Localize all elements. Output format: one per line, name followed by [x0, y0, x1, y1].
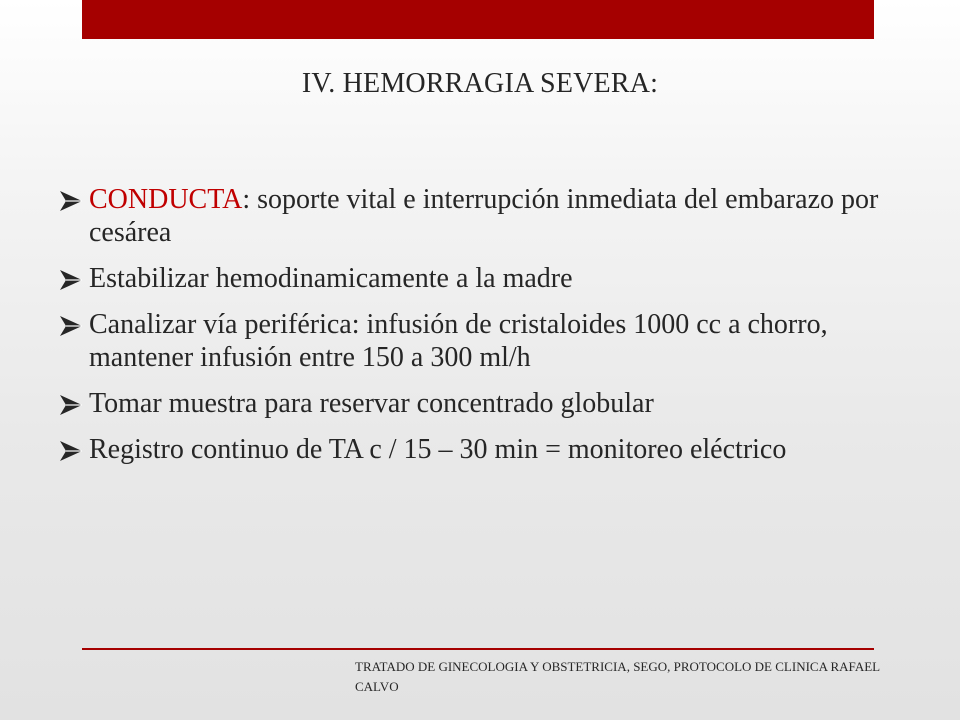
bullet-text: Canalizar vía periférica: infusión de cristaloides 1000 cc a chorro, mantener infusión entre 150 a 300 ml/h	[89, 309, 828, 373]
arrowhead-bullet-icon	[60, 395, 82, 415]
bullet-item-conducta	[60, 183, 900, 249]
arrowhead-bullet-icon	[60, 270, 82, 290]
header-accent-bar	[82, 0, 874, 39]
footer-reference: TRATADO DE GINECOLOGIA Y OBSTETRICIA, SEGO, PROTOCOLO DE CLINICA RAFAEL CALVO	[355, 659, 880, 694]
arrowhead-bullet-icon	[60, 441, 82, 461]
bullet-list	[60, 183, 900, 479]
bullet-lead-text: CONDUCTA	[89, 184, 243, 215]
bullet-item-estabilizar	[60, 262, 900, 295]
footer-divider	[82, 648, 874, 650]
bullet-text: Tomar muestra para reservar concentrado globular	[89, 388, 654, 419]
arrowhead-bullet-icon	[60, 191, 82, 211]
bullet-item-registro	[60, 433, 900, 466]
bullet-text: Registro continuo de TA c / 15 – 30 min = monitoreo eléctrico	[89, 434, 787, 465]
bullet-item-tomar-muestra	[60, 387, 900, 420]
bullet-text: : soporte vital e interrupción inmediata del embarazo por cesárea	[89, 184, 879, 248]
arrowhead-bullet-icon	[60, 316, 82, 336]
bullet-item-canalizar	[60, 308, 900, 374]
bullet-text: Estabilizar hemodinamicamente a la madre	[89, 263, 573, 294]
slide-title: IV. HEMORRAGIA SEVERA:	[301, 68, 659, 99]
